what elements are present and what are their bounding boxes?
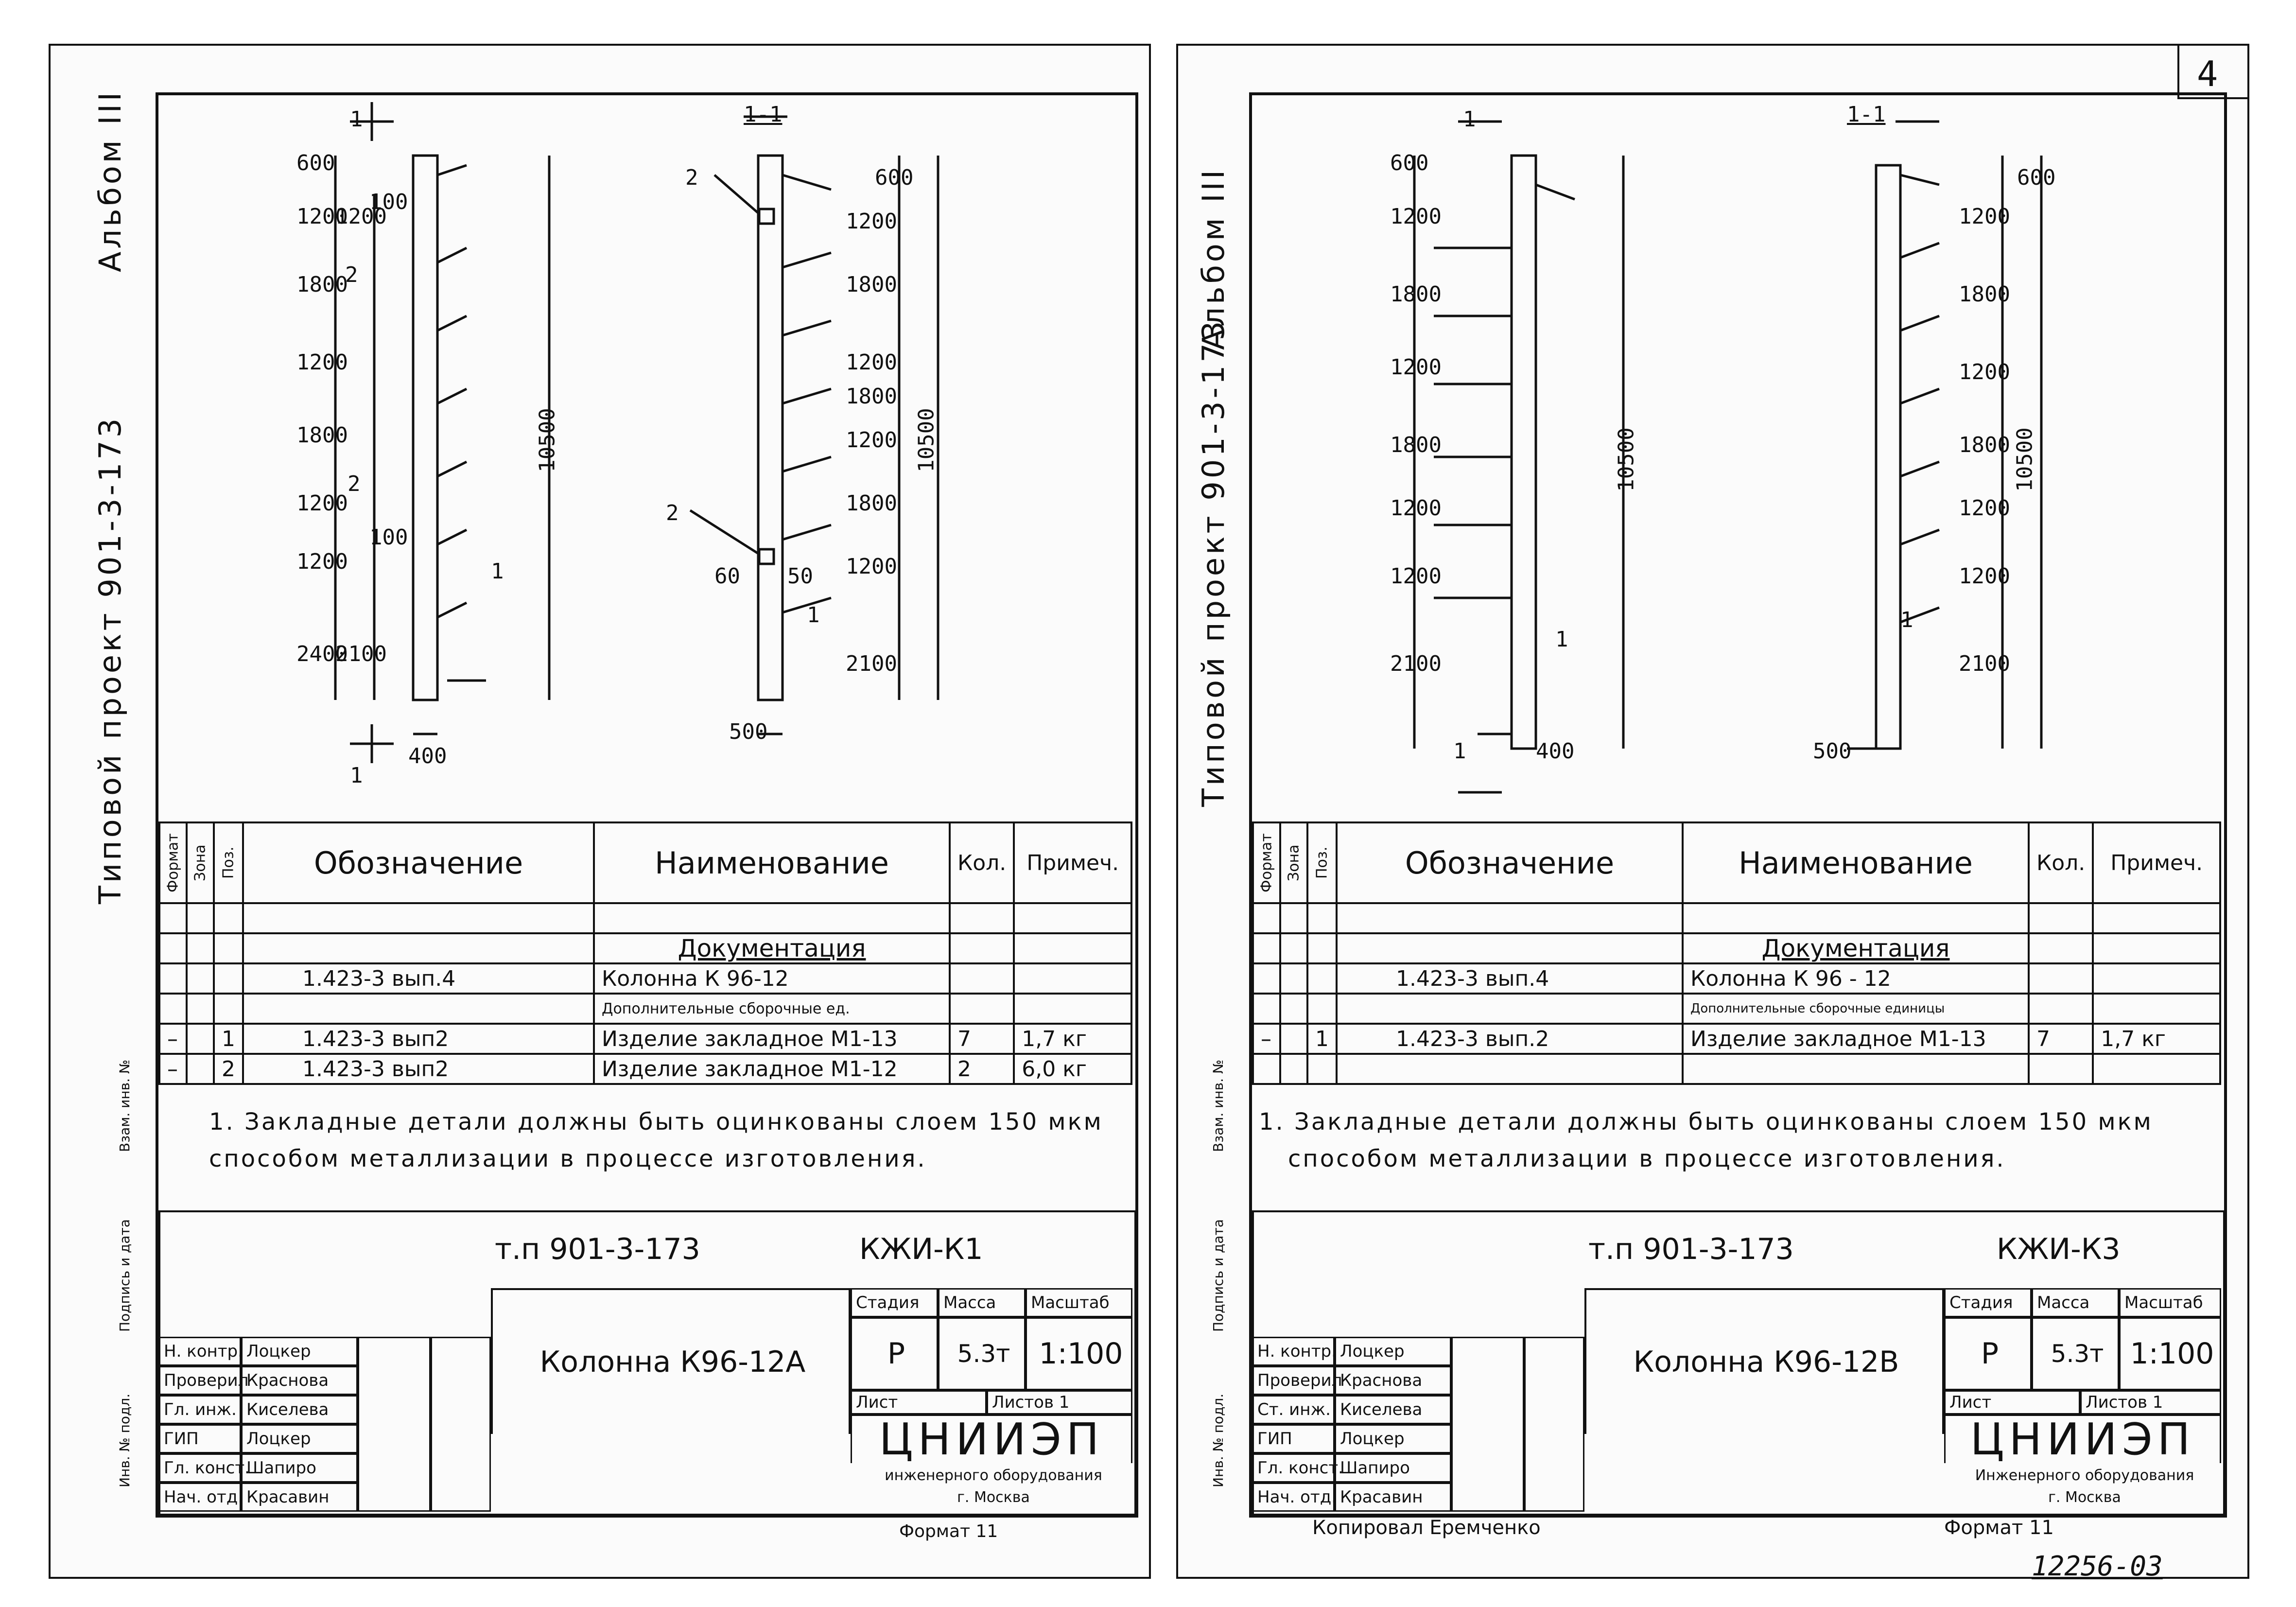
left-section-dim-3: 1800	[846, 272, 897, 297]
col-note: Примеч.	[1014, 822, 1131, 903]
page-number: 4	[2197, 53, 2218, 94]
left-total-height: 10500	[535, 408, 560, 472]
right-stamp-2: Подпись и дата	[1210, 1219, 1226, 1332]
col-qty: Кол.	[2029, 822, 2093, 903]
left-section-dim-5: 1800	[846, 384, 897, 409]
left-section-dim-2: 1200	[846, 209, 897, 234]
right-section-mark-top: 1	[1463, 107, 1476, 132]
copied-by: Копировал Еремченко	[1312, 1517, 1541, 1539]
col-format: Формат	[159, 822, 187, 903]
right-stage-h: Стадия	[1944, 1288, 2032, 1317]
right-section-width: 500	[1813, 739, 1852, 764]
right-title: Колонна К96-12В	[1584, 1288, 1944, 1434]
right-elev-dim-3: 1800	[1390, 282, 1442, 307]
left-section-total: 10500	[914, 408, 939, 472]
left-stamp-3: Инв. № подл.	[117, 1393, 133, 1487]
right-sheet-h: Лист	[1944, 1390, 2080, 1415]
left-side-album: Альбом III	[92, 89, 128, 272]
left-mass: 5.3т	[938, 1317, 1026, 1390]
right-elev-dim-4: 1200	[1390, 355, 1442, 380]
left-section-callout-2b: 2	[666, 501, 679, 525]
right-elev-dim-7: 1200	[1390, 564, 1442, 589]
right-section-dim-8: 2100	[1959, 651, 2010, 676]
left-role-1: Н. контр.	[158, 1337, 241, 1366]
table-row: – 2 1.423-3 вып2 Изделие закладное М1-12 2 6,0 кг	[159, 1054, 1131, 1084]
left-name-2: Краснова	[241, 1366, 358, 1395]
left-section-dim-4: 1200	[846, 350, 897, 375]
table-row: 1.423-3 вып.4 Колонна К 96-12	[159, 963, 1131, 994]
right-side-album: Альбом III	[1196, 167, 1231, 350]
col-name: Наименование	[594, 822, 950, 903]
right-elev-dim-1: 600	[1390, 151, 1429, 175]
left-sheet-h: Лист	[851, 1390, 987, 1415]
left-elev-dim-2: 1200	[296, 204, 348, 229]
col-name: Наименование	[1683, 822, 2029, 903]
col-designation: Обозначение	[1337, 822, 1683, 903]
right-elev-dim-2: 1200	[1390, 204, 1442, 229]
right-section-dim-5: 1800	[1959, 433, 2010, 457]
right-mark: КЖИ-К3	[1997, 1232, 2121, 1266]
left-width-label: 400	[408, 744, 447, 769]
left-name-1: Лоцкер	[241, 1337, 358, 1366]
left-elev-dim-4: 1200	[296, 350, 348, 375]
right-side-project: Типовой проект 901-3-173	[1196, 318, 1231, 807]
left-name-5: Шапиро	[241, 1453, 358, 1483]
left-stage-h: Стадия	[851, 1288, 938, 1317]
left-elev-dim-3: 1800	[296, 272, 348, 297]
left-section-dim-9: 2100	[846, 651, 897, 676]
right-section-dim-2: 1200	[1959, 204, 2010, 229]
spec-section: Документация	[1683, 933, 2029, 963]
right-city: г. Москва	[2048, 1488, 2121, 1506]
left-name-4: Лоцкер	[241, 1424, 358, 1453]
right-role-1: Н. контр.	[1252, 1337, 1335, 1366]
left-section-callout-60: 60	[714, 564, 740, 589]
right-spec-table	[1252, 821, 2221, 1085]
left-section-label: 1-1	[744, 102, 783, 127]
left-section-dim-1: 600	[875, 165, 914, 190]
right-mass-h: Масса	[2032, 1288, 2119, 1317]
left-format: Формат 11	[899, 1521, 998, 1541]
left-role-4: ГИП	[158, 1424, 241, 1453]
right-org-sub: Инженерного оборудования	[1975, 1467, 2194, 1484]
right-total-height: 10500	[1614, 427, 1639, 492]
left-code: т.п 901-3-173	[495, 1232, 700, 1266]
right-elev-dim-8: 2100	[1390, 651, 1442, 676]
right-role-2: Проверил	[1252, 1366, 1335, 1395]
right-stamp-3: Инв. № подл.	[1210, 1393, 1226, 1487]
right-note-line-1: 1. Закладные детали должны быть оцинкованы слоем 150 мкм	[1259, 1108, 2153, 1135]
right-name-1: Лоцкер	[1335, 1337, 1451, 1366]
right-section-dim-6: 1200	[1959, 496, 2010, 521]
right-section-label: 1-1	[1847, 102, 1886, 127]
left-elev-dim-5: 1800	[296, 423, 348, 448]
right-note-line-2: способом металлизации в процессе изготовления.	[1288, 1145, 2006, 1172]
right-callout-1: 1	[1555, 627, 1568, 652]
table-row: – 1 1.423-3 вып2 Изделие закладное М1-13 7 1,7 кг	[159, 1024, 1131, 1054]
left-org-sub: инженерного оборудования	[885, 1467, 1102, 1484]
right-name-3: Киселева	[1335, 1395, 1451, 1424]
left-inner-dim-3: 100	[369, 525, 408, 550]
right-width-label: 400	[1536, 739, 1575, 764]
right-elev-dim-5: 1800	[1390, 433, 1442, 457]
right-date-col	[1524, 1337, 1584, 1512]
left-side-project: Типовой проект 901-3-173	[92, 415, 128, 904]
right-org: ЦНИИЭП	[1944, 1415, 2221, 1463]
right-section-drawing	[1798, 102, 2090, 792]
right-role-3: Ст. инж.	[1252, 1395, 1335, 1424]
right-role-6: Нач. отд.	[1252, 1483, 1335, 1512]
left-scale: 1:100	[1026, 1317, 1132, 1390]
left-name-3: Киселева	[241, 1395, 358, 1424]
col-pos: Поз.	[214, 822, 243, 903]
right-sheets-h: Листов 1	[2080, 1390, 2221, 1415]
right-mass: 5.3т	[2032, 1317, 2119, 1390]
left-section-dim-8: 1200	[846, 554, 897, 579]
left-note-line-2: способом металлизации в процессе изготовления.	[209, 1145, 927, 1172]
left-inner-dim-1: 1200	[335, 204, 387, 229]
right-section-callout-1: 1	[1900, 608, 1913, 632]
table-row: – 1 1.423-3 вып.2 Изделие закладное М1-13 7 1,7 кг	[1253, 1024, 2220, 1054]
left-section-dim-6: 1200	[846, 428, 897, 453]
left-stamp-1: Взам. инв. №	[117, 1059, 133, 1152]
right-format: Формат 11	[1944, 1517, 2054, 1539]
left-callout-2: 2	[348, 472, 361, 496]
left-role-2: Проверил	[158, 1366, 241, 1395]
right-name-5: Шапиро	[1335, 1453, 1451, 1483]
right-name-2: Краснова	[1335, 1366, 1451, 1395]
right-stage: Р	[1944, 1317, 2032, 1390]
right-scale-h: Масштаб	[2119, 1288, 2221, 1317]
right-code: т.п 901-3-173	[1588, 1232, 1794, 1266]
left-name-6: Красавин	[241, 1483, 358, 1512]
spec-section: Документация	[594, 933, 950, 963]
right-section-mark-bottom: 1	[1453, 739, 1466, 764]
right-sign-col	[1451, 1337, 1524, 1512]
left-elev-dim-1: 600	[296, 151, 335, 175]
left-callout-3: 1	[491, 559, 504, 584]
col-zone: Зона	[1280, 822, 1307, 903]
left-stage: Р	[851, 1317, 938, 1390]
left-city: г. Москва	[957, 1488, 1030, 1506]
left-section-mark-bottom: 1	[350, 763, 363, 788]
left-role-3: Гл. инж.	[158, 1395, 241, 1424]
left-date-col	[431, 1337, 491, 1512]
left-elev-dim-6: 1200	[296, 491, 348, 516]
page-number-box	[2177, 44, 2249, 99]
left-scale-h: Масштаб	[1026, 1288, 1132, 1317]
left-inner-dim-4: 2100	[335, 642, 387, 666]
left-section-dim-7: 1800	[846, 491, 897, 516]
left-sign-col	[358, 1337, 431, 1512]
left-section-mark-top: 1	[350, 107, 363, 132]
left-spec-table	[158, 821, 1132, 1085]
left-mass-h: Масса	[938, 1288, 1026, 1317]
left-mark: КЖИ-К1	[859, 1232, 983, 1266]
col-zone: Зона	[187, 822, 214, 903]
right-section-dim-1: 600	[2017, 165, 2056, 190]
right-section-dim-7: 1200	[1959, 564, 2010, 589]
table-row: Дополнительные сборочные ед.	[159, 994, 1131, 1024]
left-section-callout-2a: 2	[685, 165, 698, 190]
left-callout-1: 2	[345, 262, 358, 287]
left-role-6: Нач. отд.	[158, 1483, 241, 1512]
left-section-callout-1: 1	[807, 603, 820, 628]
right-role-5: Гл. конст.	[1252, 1453, 1335, 1483]
col-pos: Поз.	[1307, 822, 1337, 903]
right-name-6: Красавин	[1335, 1483, 1451, 1512]
left-title: Колонна К96-12А	[491, 1288, 851, 1434]
right-section-total: 10500	[2012, 427, 2037, 492]
left-section-callout-50: 50	[787, 564, 813, 589]
left-role-5: Гл. конст.	[158, 1453, 241, 1483]
col-format: Формат	[1253, 822, 1280, 903]
right-elev-dim-6: 1200	[1390, 496, 1442, 521]
right-scale: 1:100	[2119, 1317, 2221, 1390]
left-stamp-2: Подпись и дата	[117, 1219, 133, 1332]
left-elev-dim-7: 1200	[296, 549, 348, 574]
left-note-line-1: 1. Закладные детали должны быть оцинкованы слоем 150 мкм	[209, 1108, 1103, 1135]
col-qty: Кол.	[950, 822, 1014, 903]
table-row: Дополнительные сборочные единицы	[1253, 994, 2220, 1024]
right-name-4: Лоцкер	[1335, 1424, 1451, 1453]
right-stamp-1: Взам. инв. №	[1210, 1059, 1226, 1152]
table-row: 1.423-3 вып.4 Колонна К 96 - 12	[1253, 963, 2220, 994]
col-note: Примеч.	[2093, 822, 2220, 903]
col-designation: Обозначение	[243, 822, 594, 903]
right-section-dim-4: 1200	[1959, 360, 2010, 384]
left-elev-dim-8: 2400	[296, 642, 348, 666]
left-org: ЦНИИЭП	[851, 1415, 1132, 1463]
left-section-width: 500	[729, 719, 768, 744]
right-role-4: ГИП	[1252, 1424, 1335, 1453]
right-section-dim-3: 1800	[1959, 282, 2010, 307]
left-inner-dim-2: 100	[369, 190, 408, 214]
left-sheets-h: Листов 1	[987, 1390, 1132, 1415]
archive-number: 12256-03	[2032, 1551, 2163, 1582]
